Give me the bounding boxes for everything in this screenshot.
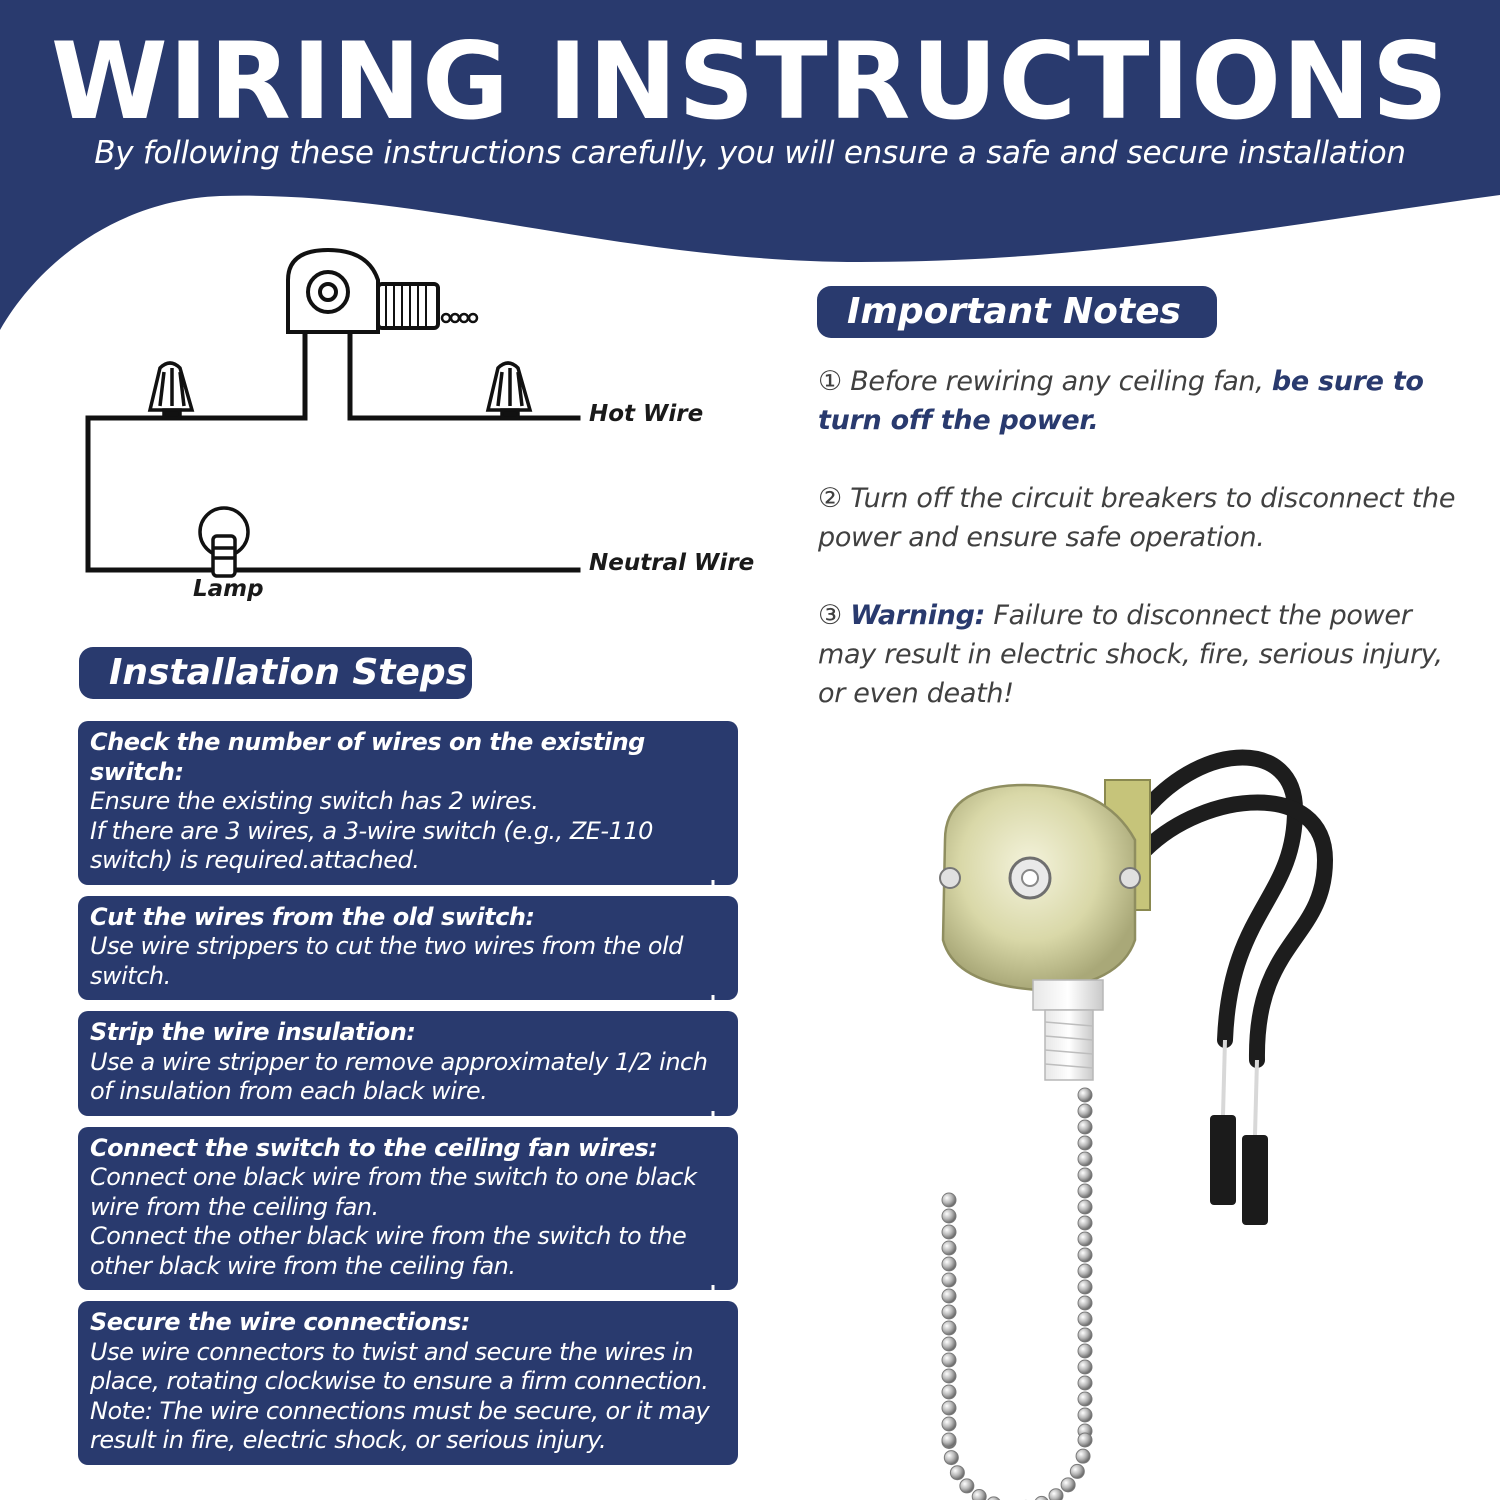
installation-steps-heading: Installation Steps: [79, 647, 472, 699]
chain-bead: [1078, 1120, 1092, 1134]
chain-bead: [1076, 1449, 1090, 1463]
note-item: ③ Warning: Failure to disconnect the power may result in electric shock, fire, serious injury, or even death!: [818, 600, 1443, 709]
lamp-icon: [200, 508, 248, 576]
chain-bead: [1035, 1496, 1049, 1500]
chain-bead: [1078, 1200, 1092, 1214]
chain-bead: [942, 1369, 956, 1383]
pull-switch-icon: [288, 250, 477, 332]
wiring-diagram: [60, 240, 780, 620]
chain-bead: [960, 1479, 974, 1493]
chain-bead: [942, 1401, 956, 1415]
chain-bead: [942, 1353, 956, 1367]
chain-bead: [942, 1289, 956, 1303]
step-title: Secure the wire connections:: [90, 1308, 470, 1336]
chain-bead: [1078, 1104, 1092, 1118]
black-wires-icon: [1145, 758, 1325, 1061]
step-title: Connect the switch to the ceiling fan wires:: [90, 1133, 658, 1162]
chain-bead: [1078, 1344, 1092, 1358]
chain-bead: [1070, 1464, 1084, 1478]
neutral-wire-label: Neutral Wire: [589, 550, 755, 576]
step-title: Strip the wire insulation:: [90, 1018, 416, 1046]
step-title: Cut the wires from the old switch:: [90, 902, 535, 931]
chain-bead: [1078, 1248, 1092, 1262]
chain-bead: [1061, 1478, 1075, 1492]
chain-bead: [1078, 1296, 1092, 1310]
chain-bead: [942, 1305, 956, 1319]
chain-bead: [942, 1225, 956, 1239]
chain-bead: [1078, 1152, 1092, 1166]
page-subtitle: By following these instructions carefully, you will ensure a safe and secure installation: [94, 135, 1406, 171]
chain-bead: [972, 1490, 986, 1500]
chain-bead: [1078, 1184, 1092, 1198]
chain-bead: [1078, 1328, 1092, 1342]
installation-steps: [78, 721, 738, 1476]
chain-bead: [1078, 1264, 1092, 1278]
chain-bead: [942, 1417, 956, 1431]
chain-bead: [1078, 1216, 1092, 1230]
step-text: If there are 3 wires, a 3-wire switch (e.g., ZE-110 switch) is required.attached.: [90, 816, 653, 874]
hot-wire-label: Hot Wire: [589, 401, 704, 427]
wire-nut-icon: [488, 363, 530, 418]
note-item: ① Before rewiring any ceiling fan, be sure to turn off the power.: [818, 366, 1424, 436]
chain-bead: [1078, 1312, 1092, 1326]
chain-bead: [950, 1466, 964, 1480]
chain-bead: [1078, 1232, 1092, 1246]
step-text: Connect the other black wire from the switch to the other black wire from the ceiling fan.: [90, 1222, 687, 1280]
step-card: [78, 1127, 738, 1291]
step-text: Use a wire stripper to remove approximately 1/2 inch of insulation from each black wire.: [90, 1047, 708, 1105]
chain-bead: [942, 1241, 956, 1255]
chain-bead: [1078, 1280, 1092, 1294]
chain-bead: [1078, 1392, 1092, 1406]
wire-nut-icon: [150, 363, 192, 418]
chain-bead: [942, 1273, 956, 1287]
step-title: Check the number of wires on the existing switch:: [90, 728, 645, 786]
chain-bead: [1078, 1360, 1092, 1374]
step-text: Use wire strippers to cut the two wires from the old switch.: [90, 932, 683, 990]
chain-bead: [942, 1193, 956, 1207]
chain-bead: [1049, 1489, 1063, 1500]
chain-bead: [1078, 1088, 1092, 1102]
chain-bead: [1078, 1168, 1092, 1182]
step-text: Ensure the existing switch has 2 wires.: [90, 787, 539, 815]
chain-bead: [942, 1209, 956, 1223]
step-card: [78, 896, 738, 1001]
chain-bead: [942, 1385, 956, 1399]
step-text: Connect one black wire from the switch to one black wire from the ceiling fan.: [90, 1163, 697, 1221]
chain-bead: [1078, 1433, 1092, 1447]
chain-bead: [1078, 1408, 1092, 1422]
important-notes-heading: Important Notes: [817, 286, 1217, 338]
chain-bead: [942, 1433, 956, 1447]
chain-bead: [1078, 1376, 1092, 1390]
lamp-label: Lamp: [193, 576, 264, 602]
chain-bead: [1078, 1136, 1092, 1150]
chain-bead: [942, 1257, 956, 1271]
page-title: WIRING INSTRUCTIONS: [50, 20, 1450, 143]
chain-bead: [942, 1337, 956, 1351]
chain-bead: [942, 1321, 956, 1335]
pull-chain-switch-image: [905, 740, 1345, 1500]
step-card: [78, 1011, 738, 1116]
step-card: [78, 1301, 738, 1465]
chain-bead: [944, 1451, 958, 1465]
important-notes: [818, 362, 1468, 752]
step-card: [78, 721, 738, 885]
step-text: Note: The wire connections must be secure, or it may result in fire, electric shock, or serious injury.: [90, 1396, 710, 1454]
note-item: ② Turn off the circuit breakers to disconnect the power and ensure safe operation.: [818, 483, 1456, 553]
step-text: Use wire connectors to twist and secure the wires in place, rotating clockwise to ensure a firm connection.: [90, 1337, 709, 1395]
